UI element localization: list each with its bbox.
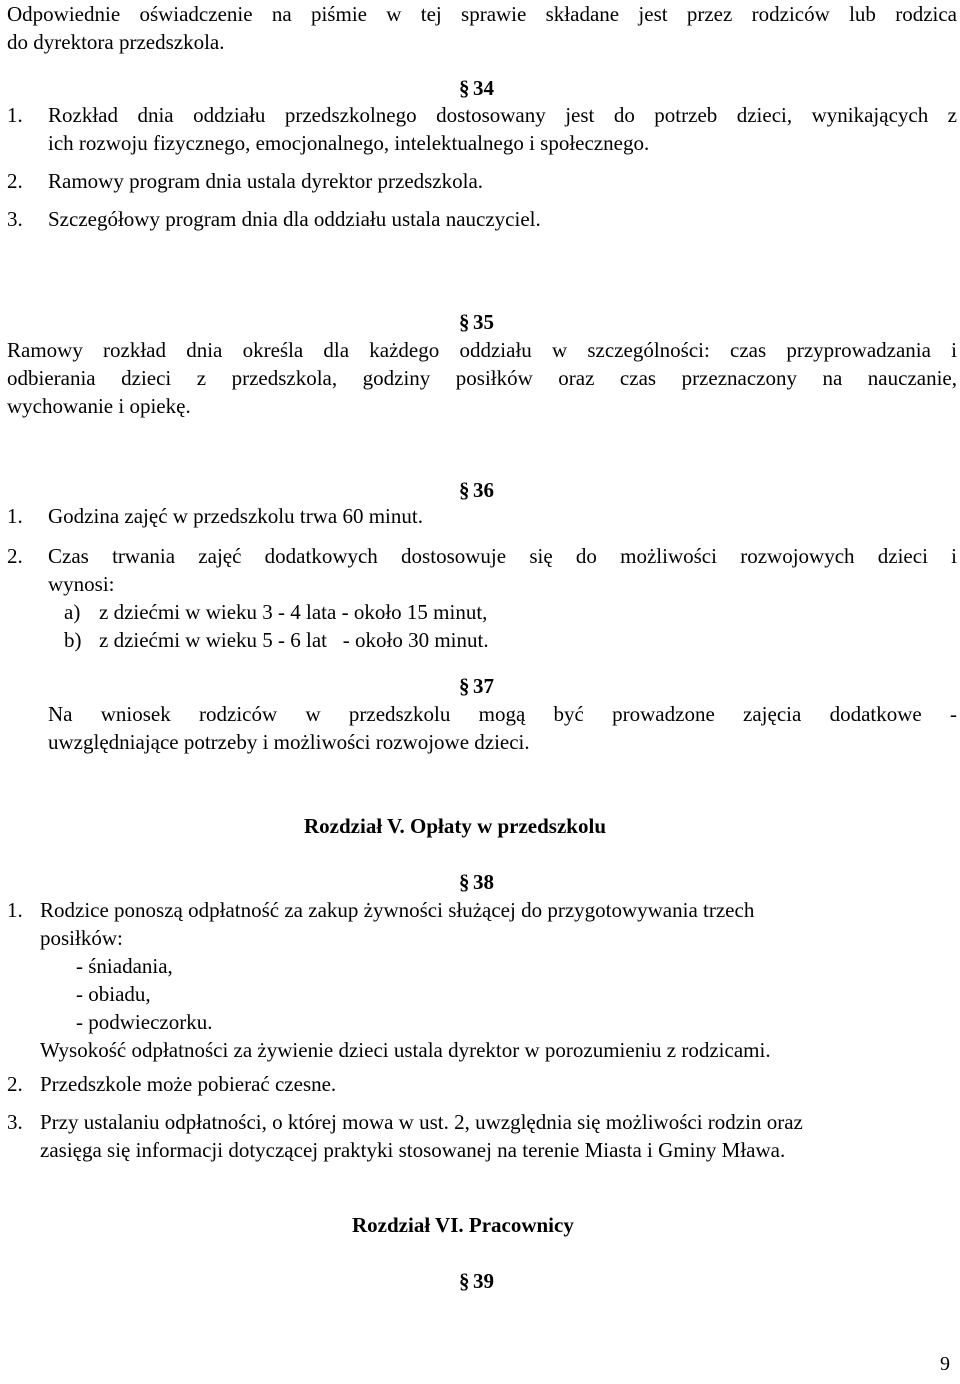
p38-item-1-number: 1. <box>7 898 23 922</box>
chapter-5-title: Rozdział V. Opłaty w przedszkolu <box>304 814 606 838</box>
p38-item-3-line-2: zasięga się informacji dotyczącej praktyki stosowanej na terenie Miasta i Gminy Mława. <box>40 1138 786 1162</box>
p38-item-2-number: 2. <box>7 1072 23 1096</box>
p37-line-2: uwzględniające potrzeby i możliwości rozwojowe dzieci. <box>48 730 530 754</box>
paragraph-39-heading <box>459 1267 494 1295</box>
paragraph-38-heading <box>459 868 494 896</box>
paragraph-37-heading <box>459 672 494 700</box>
section-sign-icon: § <box>459 1269 470 1293</box>
p38-item-3-line-1: Przy ustalaniu odpłatności, o której mowa w ust. 2, uwzględnia się możliwości rodzin oraz <box>40 1110 803 1134</box>
paragraph-36-number: 36 <box>473 478 494 502</box>
paragraph-38-number: 38 <box>473 870 494 894</box>
p34-item-1-line-2: ich rozwoju fizycznego, emocjonalnego, intelektualnego i społecznego. <box>48 131 650 155</box>
p38-meal-2: - obiadu, <box>76 982 151 1006</box>
p35-line-3: wychowanie i opiekę. <box>7 394 191 418</box>
p38-item-3-number: 3. <box>7 1110 23 1134</box>
paragraph-34-heading <box>459 74 494 102</box>
p37-line-1: Na wniosek rodziców w przedszkolu mogą być prowadzone zajęcia dodatkowe - <box>48 702 957 726</box>
paragraph-39-number: 39 <box>473 1269 494 1293</box>
intro-line-2: do dyrektora przedszkola. <box>7 30 225 54</box>
p34-item-2-text: Ramowy program dnia ustala dyrektor przedszkola. <box>48 169 484 193</box>
p36-item-1-number: 1. <box>7 504 23 528</box>
paragraph-37-number: 37 <box>473 674 494 698</box>
paragraph-35-heading <box>459 308 494 336</box>
section-sign-icon: § <box>459 870 470 894</box>
p34-item-3-text: Szczegółowy program dnia dla oddziału ustala nauczyciel. <box>48 207 541 231</box>
p34-item-2-number: 2. <box>7 169 23 193</box>
p36-sub-b-text: z dziećmi w wieku 5 - 6 lat - około 30 minut. <box>99 628 489 652</box>
p34-item-3-number: 3. <box>7 207 23 231</box>
p34-item-1-line-1: Rozkład dnia oddziału przedszkolnego dostosowany jest do potrzeb dzieci, wynikających z <box>48 103 957 127</box>
section-sign-icon: § <box>459 76 470 100</box>
paragraph-36-heading <box>459 476 494 504</box>
p38-item-1-closing: Wysokość odpłatności za żywienie dzieci ustala dyrektor w porozumieniu z rodzicami. <box>40 1038 771 1062</box>
p35-line-2: odbierania dzieci z przedszkola, godziny posiłków oraz czas przeznaczony na nauczanie, <box>7 366 957 390</box>
p36-item-2-line-2: wynosi: <box>48 572 115 596</box>
p36-sub-a-label: a) <box>64 600 81 624</box>
chapter-6-title: Rozdział VI. Pracownicy <box>352 1213 574 1237</box>
p36-item-2-line-1: Czas trwania zajęć dodatkowych dostosowuje się do możliwości rozwojowych dzieci i <box>48 544 957 568</box>
p36-sub-a-text: z dziećmi w wieku 3 - 4 lata - około 15 minut, <box>99 600 488 624</box>
p38-item-2-text: Przedszkole może pobierać czesne. <box>40 1072 337 1096</box>
section-sign-icon: § <box>459 478 470 502</box>
paragraph-35-number: 35 <box>473 310 494 334</box>
p38-meal-1: - śniadania, <box>76 954 173 978</box>
paragraph-34-number: 34 <box>473 76 494 100</box>
section-sign-icon: § <box>459 674 470 698</box>
p35-line-1: Ramowy rozkład dnia określa dla każdego oddziału w szczególności: czas przyprowadzania i <box>7 338 957 362</box>
p36-item-1-text: Godzina zajęć w przedszkolu trwa 60 minut. <box>48 504 423 528</box>
page-number: 9 <box>940 1353 950 1375</box>
p38-item-1-line-1: Rodzice ponoszą odpłatność za zakup żywności służącej do przygotowywania trzech <box>40 898 755 922</box>
p38-meal-3: - podwieczorku. <box>76 1010 213 1034</box>
p36-item-2-number: 2. <box>7 544 23 568</box>
intro-line-1: Odpowiednie oświadczenie na piśmie w tej sprawie składane jest przez rodziców lub rodzica <box>7 2 957 26</box>
p36-sub-b-label: b) <box>64 628 82 652</box>
p34-item-1-number: 1. <box>7 103 23 127</box>
p38-item-1-line-2: posiłków: <box>40 926 123 950</box>
section-sign-icon: § <box>459 310 470 334</box>
